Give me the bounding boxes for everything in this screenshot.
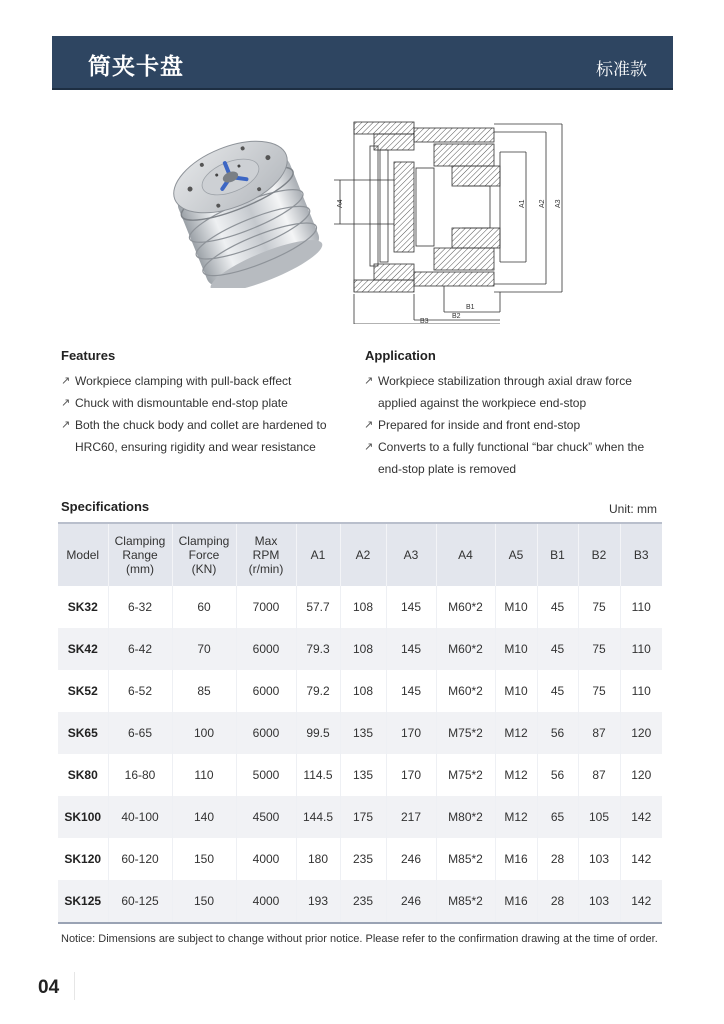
- table-cell: 235: [340, 838, 386, 880]
- column-header: Clamping Force (KN): [172, 523, 236, 586]
- table-cell: 108: [340, 586, 386, 628]
- table-cell: 79.3: [296, 628, 340, 670]
- unit-label: Unit: mm: [609, 502, 657, 516]
- table-cell: 170: [386, 754, 436, 796]
- features-list: [61, 370, 351, 458]
- column-header: A5: [495, 523, 537, 586]
- table-row: [58, 586, 662, 628]
- table-cell: 87: [578, 754, 620, 796]
- table-cell: M85*2: [436, 838, 495, 880]
- table-cell: 60: [172, 586, 236, 628]
- table-cell: 6000: [236, 712, 296, 754]
- model-cell: SK100: [58, 796, 108, 838]
- table-cell: 145: [386, 628, 436, 670]
- page-subtitle: 标准款: [596, 60, 647, 80]
- specifications-title: Specifications: [61, 499, 150, 514]
- table-cell: 108: [340, 670, 386, 712]
- table-cell: 45: [537, 628, 578, 670]
- table-cell: 145: [386, 670, 436, 712]
- table-cell: M10: [495, 628, 537, 670]
- column-header: Max RPM (r/min): [236, 523, 296, 586]
- table-cell: 57.7: [296, 586, 340, 628]
- feature-item: ↗ Both the chuck body and collet are hardened to HRC60, ensuring rigidity and wear resistance: [61, 414, 351, 458]
- table-cell: 56: [537, 754, 578, 796]
- table-cell: 45: [537, 670, 578, 712]
- table-cell: M12: [495, 712, 537, 754]
- table-cell: 28: [537, 880, 578, 923]
- collet-chuck-photo: [158, 112, 328, 288]
- table-cell: M80*2: [436, 796, 495, 838]
- page-number: 04: [38, 977, 60, 998]
- table-cell: 150: [172, 880, 236, 923]
- column-header: A1: [296, 523, 340, 586]
- table-header-row: [58, 523, 662, 586]
- table-cell: 103: [578, 838, 620, 880]
- table-row: [58, 796, 662, 838]
- table-row: [58, 838, 662, 880]
- table-row: [58, 754, 662, 796]
- feature-item: ↗ Chuck with dismountable end-stop plate: [61, 392, 351, 414]
- table-cell: 75: [578, 628, 620, 670]
- table-cell: 175: [340, 796, 386, 838]
- table-cell: 217: [386, 796, 436, 838]
- arrow-icon: ↗: [61, 419, 71, 431]
- application-item: ↗ Workpiece stabilization through axial draw force applied against the workpiece end-stop: [364, 370, 674, 414]
- table-cell: 110: [620, 586, 662, 628]
- application-item: ↗ Prepared for inside and front end-stop: [364, 414, 674, 436]
- table-cell: M12: [495, 796, 537, 838]
- table-cell: 145: [386, 586, 436, 628]
- table-cell: 6-52: [108, 670, 172, 712]
- cross-section-drawing: [334, 116, 566, 324]
- model-cell: SK65: [58, 712, 108, 754]
- table-cell: 70: [172, 628, 236, 670]
- column-header: B2: [578, 523, 620, 586]
- table-cell: 110: [620, 628, 662, 670]
- table-cell: 7000: [236, 586, 296, 628]
- column-header: Model: [58, 523, 108, 586]
- column-header: B1: [537, 523, 578, 586]
- arrow-icon: ↗: [61, 375, 71, 387]
- column-header: A4: [436, 523, 495, 586]
- svg-text:A3: A3: [555, 199, 562, 208]
- table-cell: 103: [578, 880, 620, 923]
- table-cell: 40-100: [108, 796, 172, 838]
- table-cell: 105: [578, 796, 620, 838]
- table-cell: 75: [578, 670, 620, 712]
- model-cell: SK32: [67, 600, 98, 614]
- table-cell: 142: [620, 880, 662, 923]
- feature-item: ↗ Workpiece clamping with pull-back effect: [61, 370, 351, 392]
- page-divider: [74, 972, 75, 1000]
- table-cell: M60*2: [436, 628, 495, 670]
- table-cell: 110: [172, 754, 236, 796]
- arrow-icon: ↗: [61, 397, 71, 409]
- table-cell: 140: [172, 796, 236, 838]
- table-cell: 100: [172, 712, 236, 754]
- table-cell: 135: [340, 754, 386, 796]
- table-cell: 235: [340, 880, 386, 923]
- table-cell: 16-80: [108, 754, 172, 796]
- table-cell: 180: [296, 838, 340, 880]
- table-row: [58, 670, 662, 712]
- model-cell: SK125: [58, 880, 108, 923]
- table-cell: 28: [537, 838, 578, 880]
- table-cell: 144.5: [296, 796, 340, 838]
- features-title: Features: [61, 348, 116, 363]
- table-cell: 45: [537, 586, 578, 628]
- column-header: B3: [620, 523, 662, 586]
- table-cell: 60-125: [108, 880, 172, 923]
- table-cell: M12: [495, 754, 537, 796]
- arrow-icon: ↗: [364, 419, 374, 431]
- table-cell: 6-65: [108, 712, 172, 754]
- table-cell: 4500: [236, 796, 296, 838]
- table-cell: 56: [537, 712, 578, 754]
- table-cell: 99.5: [296, 712, 340, 754]
- model-cell: SK42: [58, 628, 108, 670]
- page-title: 筒夹卡盘: [88, 54, 184, 80]
- table-cell: 120: [620, 754, 662, 796]
- table-cell: M85*2: [436, 880, 495, 923]
- model-cell: SK120: [64, 852, 102, 866]
- column-header: Clamping Range (mm): [108, 523, 172, 586]
- table-row: [58, 880, 662, 923]
- table-cell: 4000: [236, 880, 296, 923]
- table-cell: 142: [620, 838, 662, 880]
- table-cell: 60-120: [108, 838, 172, 880]
- table-cell: 65: [537, 796, 578, 838]
- table-cell: 6000: [236, 670, 296, 712]
- column-header: A2: [340, 523, 386, 586]
- table-cell: 6000: [236, 628, 296, 670]
- table-cell: M10: [495, 670, 537, 712]
- table-cell: M10: [495, 586, 537, 628]
- arrow-icon: ↗: [364, 375, 374, 387]
- table-cell: 114.5: [296, 754, 340, 796]
- table-cell: M75*2: [436, 712, 495, 754]
- table-row: [58, 628, 662, 670]
- table-cell: 85: [172, 670, 236, 712]
- table-cell: M60*2: [436, 670, 495, 712]
- svg-text:A4: A4: [337, 199, 344, 208]
- table-cell: 6-42: [108, 628, 172, 670]
- table-cell: M75*2: [436, 754, 495, 796]
- table-cell: 246: [386, 838, 436, 880]
- svg-text:A2: A2: [539, 199, 546, 208]
- svg-text:A1: A1: [519, 199, 526, 208]
- table-cell: 193: [296, 880, 340, 923]
- table-cell: 142: [620, 796, 662, 838]
- table-cell: 6-32: [108, 586, 172, 628]
- notice-text: Notice: Dimensions are subject to change without prior notice. Please refer to the confirmation drawing at the time of order.: [61, 933, 658, 945]
- arrow-icon: ↗: [364, 441, 374, 453]
- table-cell: 87: [578, 712, 620, 754]
- table-cell: 150: [172, 838, 236, 880]
- application-item: ↗ Converts to a fully functional “bar chuck” when the end-stop plate is removed: [364, 436, 674, 480]
- table-cell: M60*2: [436, 586, 495, 628]
- table-cell: 120: [620, 712, 662, 754]
- table-cell: 110: [620, 670, 662, 712]
- table-cell: 4000: [236, 838, 296, 880]
- specifications-table: [58, 522, 662, 924]
- table-cell: 135: [340, 712, 386, 754]
- table-cell: 5000: [236, 754, 296, 796]
- table-cell: M16: [495, 880, 537, 923]
- application-title: Application: [365, 348, 436, 363]
- model-cell: SK52: [67, 684, 98, 698]
- model-cell: SK80: [67, 768, 98, 782]
- table-cell: 75: [578, 586, 620, 628]
- table-cell: 79.2: [296, 670, 340, 712]
- column-header: A3: [386, 523, 436, 586]
- table-cell: M16: [495, 838, 537, 880]
- svg-text:B3: B3: [420, 318, 429, 324]
- svg-text:B1: B1: [466, 304, 475, 311]
- table-row: [58, 712, 662, 754]
- svg-text:B2: B2: [452, 313, 461, 320]
- table-cell: 246: [386, 880, 436, 923]
- application-list: [364, 370, 674, 480]
- header-bar: [52, 36, 673, 90]
- table-cell: 170: [386, 712, 436, 754]
- table-cell: 108: [340, 628, 386, 670]
